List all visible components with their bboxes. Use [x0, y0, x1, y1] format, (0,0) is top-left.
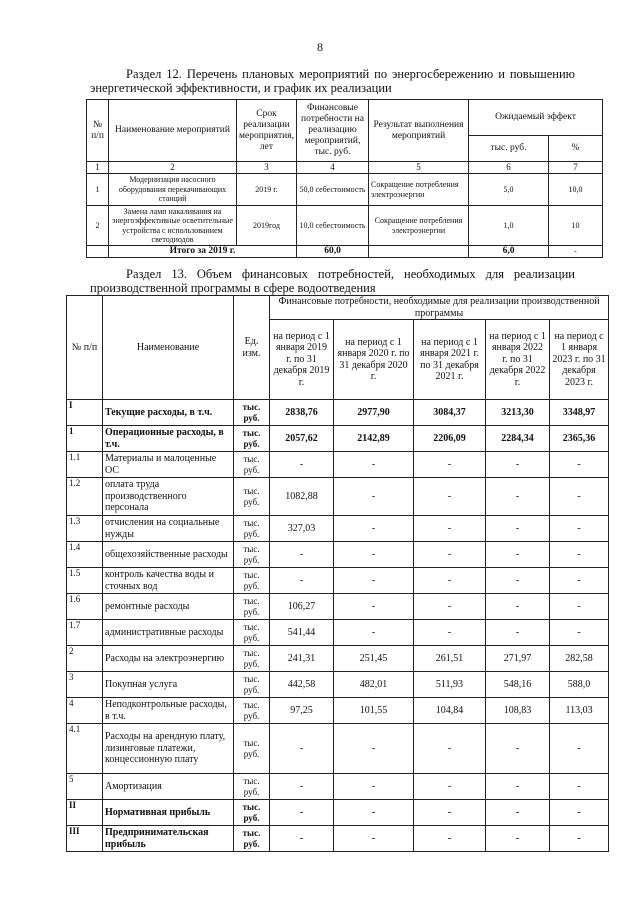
- row-unit: тыс. руб.: [234, 724, 270, 774]
- row-no: 5: [67, 774, 103, 800]
- row-value: -: [270, 542, 334, 568]
- row-effect-rub: 1,0: [469, 206, 549, 246]
- row-value: -: [486, 774, 550, 800]
- row-value: 2284,34: [486, 426, 550, 452]
- row-value: -: [486, 826, 550, 852]
- row-name: административные расходы: [103, 620, 234, 646]
- header-period-2023: на период с 1 января 2023 г. по 31 декабря 2023 г.: [550, 320, 609, 400]
- row-no: 4: [67, 698, 103, 724]
- row-no: 2: [67, 646, 103, 672]
- row-unit: тыс. руб.: [234, 542, 270, 568]
- row-unit: тыс. руб.: [234, 646, 270, 672]
- row-no: 1: [87, 174, 109, 206]
- header-financial-needs: Финансовые потребности, необходимые для реализации производственной программы: [270, 296, 609, 320]
- total-row: [87, 246, 603, 258]
- row-name: Модернизация насосного оборудования перекачивающих станций: [109, 174, 237, 206]
- row-value: -: [486, 452, 550, 478]
- row-unit: тыс. руб.: [234, 516, 270, 542]
- row-no: 2: [87, 206, 109, 246]
- table-row: [67, 724, 609, 774]
- row-finance: 50,0 себестоимость: [297, 174, 369, 206]
- row-unit: тыс. руб.: [234, 594, 270, 620]
- header-effect: Ожидаемый эффект: [469, 100, 603, 136]
- row-name: Неподконтрольные расходы, в т.ч.: [103, 698, 234, 724]
- header-effect-pct: %: [549, 136, 603, 162]
- row-name: ремонтные расходы: [103, 594, 234, 620]
- row-no: 1.4: [67, 542, 103, 568]
- col-number: 3: [237, 162, 297, 174]
- row-name: Операционные расходы, в т.ч.: [103, 426, 234, 452]
- table-row: [67, 800, 609, 826]
- row-no: 1.5: [67, 568, 103, 594]
- row-value: -: [550, 620, 609, 646]
- table-row: [67, 620, 609, 646]
- row-value: -: [550, 800, 609, 826]
- row-name: контроль качества воды и сточных вод: [103, 568, 234, 594]
- row-value: 104,84: [414, 698, 486, 724]
- header-unit: Ед. изм.: [234, 296, 270, 400]
- row-value: -: [334, 594, 414, 620]
- row-value: -: [334, 516, 414, 542]
- header-no: № п/п: [67, 296, 103, 400]
- row-name: Материалы и малоценные ОС: [103, 452, 234, 478]
- row-unit: тыс. руб.: [234, 400, 270, 426]
- row-value: -: [550, 568, 609, 594]
- row-value: -: [414, 774, 486, 800]
- table-row: [67, 516, 609, 542]
- row-value: 113,03: [550, 698, 609, 724]
- row-value: 271,97: [486, 646, 550, 672]
- row-no: 1.2: [67, 478, 103, 516]
- row-name: Текущие расходы, в т.ч.: [103, 400, 234, 426]
- header-period-2022: на период с 1 января 2022 г. по 31 декабря 2022 г.: [486, 320, 550, 400]
- row-value: 2365,36: [550, 426, 609, 452]
- section-12-title: Раздел 12. Перечень плановых мероприятий по энергосбережению и повышению энергетической эффективности, и график их реализации: [90, 67, 575, 95]
- header-no: № п/п: [87, 100, 109, 162]
- row-unit: тыс. руб.: [234, 452, 270, 478]
- header-effect-rub: тыс. руб.: [469, 136, 549, 162]
- row-value: -: [550, 774, 609, 800]
- row-value: -: [270, 452, 334, 478]
- header-result: Результат выполнения мероприятий: [369, 100, 469, 162]
- total-effect-pct: -: [549, 246, 603, 258]
- row-value: -: [270, 826, 334, 852]
- row-term: 2019 г.: [237, 174, 297, 206]
- row-no: 1.1: [67, 452, 103, 478]
- row-no: 1.6: [67, 594, 103, 620]
- row-name: Покупная услуга: [103, 672, 234, 698]
- table-row: [87, 174, 603, 206]
- row-value: -: [486, 620, 550, 646]
- row-value: -: [334, 568, 414, 594]
- row-value: 588,0: [550, 672, 609, 698]
- row-value: 241,31: [270, 646, 334, 672]
- row-value: 482,01: [334, 672, 414, 698]
- row-value: -: [414, 542, 486, 568]
- row-value: -: [270, 724, 334, 774]
- row-value: -: [414, 568, 486, 594]
- row-value: 282,58: [550, 646, 609, 672]
- row-value: -: [334, 724, 414, 774]
- row-value: -: [270, 568, 334, 594]
- row-value: -: [414, 724, 486, 774]
- row-value: 251,45: [334, 646, 414, 672]
- row-value: -: [486, 724, 550, 774]
- row-unit: тыс. руб.: [234, 774, 270, 800]
- col-number: 4: [297, 162, 369, 174]
- row-value: -: [550, 826, 609, 852]
- row-value: 97,25: [270, 698, 334, 724]
- row-value: -: [550, 724, 609, 774]
- row-name: отчисления на социальные нужды: [103, 516, 234, 542]
- row-value: -: [550, 542, 609, 568]
- header-period-2019: на период с 1 января 2019 г. по 31 декабря 2019 г.: [270, 320, 334, 400]
- table-row: [67, 672, 609, 698]
- row-value: 3213,30: [486, 400, 550, 426]
- row-value: -: [334, 774, 414, 800]
- row-no: 1.7: [67, 620, 103, 646]
- row-unit: тыс. руб.: [234, 620, 270, 646]
- row-value: 442,58: [270, 672, 334, 698]
- row-result: Сокращение потребления электроэнергии: [369, 206, 469, 246]
- row-result: Сокращение потребления электроэнергии: [369, 174, 469, 206]
- table-row: [87, 206, 603, 246]
- row-value: 511,93: [414, 672, 486, 698]
- col-number: 2: [109, 162, 237, 174]
- row-finance: 10,0 себестоимость: [297, 206, 369, 246]
- table-row: [67, 646, 609, 672]
- row-value: -: [550, 478, 609, 516]
- total-finance: 60,0: [297, 246, 369, 258]
- row-unit: тыс. руб.: [234, 800, 270, 826]
- row-value: 2142,89: [334, 426, 414, 452]
- row-unit: тыс. руб.: [234, 478, 270, 516]
- table-row: [67, 594, 609, 620]
- table-row: [67, 542, 609, 568]
- row-effect-pct: 10: [549, 206, 603, 246]
- row-value: -: [414, 516, 486, 542]
- row-name: оплата труда производственного персонала: [103, 478, 234, 516]
- total-effect-rub: 6,0: [469, 246, 549, 258]
- row-unit: тыс. руб.: [234, 672, 270, 698]
- row-unit: тыс. руб.: [234, 826, 270, 852]
- row-value: -: [334, 452, 414, 478]
- col-number: 1: [87, 162, 109, 174]
- row-value: -: [486, 594, 550, 620]
- page-number: 8: [317, 40, 323, 54]
- col-number: 5: [369, 162, 469, 174]
- financial-needs-table: [66, 295, 609, 852]
- table-row: [67, 426, 609, 452]
- row-value: -: [550, 452, 609, 478]
- row-unit: тыс. руб.: [234, 426, 270, 452]
- row-value: -: [414, 594, 486, 620]
- row-value: 106,27: [270, 594, 334, 620]
- col-number: 7: [549, 162, 603, 174]
- row-value: -: [550, 594, 609, 620]
- row-value: -: [334, 478, 414, 516]
- row-value: -: [414, 478, 486, 516]
- row-no: 4.1: [67, 724, 103, 774]
- table-row: [67, 568, 609, 594]
- table-row: [67, 478, 609, 516]
- row-name: Расходы на электроэнергию: [103, 646, 234, 672]
- row-value: 3084,37: [414, 400, 486, 426]
- row-value: -: [486, 478, 550, 516]
- row-value: -: [486, 542, 550, 568]
- row-name: Нормативная прибыль: [103, 800, 234, 826]
- row-value: -: [414, 826, 486, 852]
- section-13-title: Раздел 13. Объем финансовых потребностей, необходимых для реализации производственной программы в сфере водоотведения: [90, 267, 575, 295]
- table-row: [67, 452, 609, 478]
- row-value: -: [334, 542, 414, 568]
- col-number: 6: [469, 162, 549, 174]
- row-name: Замена ламп накаливания на энергоэффективные осветительные устройства с использованием светодиодов: [109, 206, 237, 246]
- header-name: Наименование: [103, 296, 234, 400]
- row-value: -: [334, 826, 414, 852]
- row-unit: тыс. руб.: [234, 698, 270, 724]
- row-value: 1082,88: [270, 478, 334, 516]
- row-value: 261,51: [414, 646, 486, 672]
- row-value: -: [334, 800, 414, 826]
- row-value: 3348,97: [550, 400, 609, 426]
- row-value: -: [334, 620, 414, 646]
- row-no: 3: [67, 672, 103, 698]
- row-name: Расходы на арендную плату, лизинговые платежи, концессионную плату: [103, 724, 234, 774]
- row-value: -: [414, 800, 486, 826]
- row-no: III: [67, 826, 103, 852]
- row-name: Амортизация: [103, 774, 234, 800]
- row-value: 327,03: [270, 516, 334, 542]
- row-value: -: [486, 568, 550, 594]
- header-finance: Финансовые потребности на реализацию мероприятий, тыс. руб.: [297, 100, 369, 162]
- header-measure-name: Наименование мероприятий: [109, 100, 237, 162]
- row-value: 101,55: [334, 698, 414, 724]
- row-no: 1: [67, 426, 103, 452]
- table-row: [67, 698, 609, 724]
- total-label: Итого за 2019 г.: [109, 246, 297, 258]
- row-value: -: [414, 452, 486, 478]
- row-effect-rub: 5,0: [469, 174, 549, 206]
- row-value: -: [414, 620, 486, 646]
- row-value: -: [486, 516, 550, 542]
- row-value: 2977,90: [334, 400, 414, 426]
- row-effect-pct: 10,0: [549, 174, 603, 206]
- row-value: 541,44: [270, 620, 334, 646]
- row-value: 2057,62: [270, 426, 334, 452]
- table-row: [67, 774, 609, 800]
- row-value: 2838,76: [270, 400, 334, 426]
- row-name: Предпринимательская прибыль: [103, 826, 234, 852]
- row-value: 2206,09: [414, 426, 486, 452]
- row-no: 1.3: [67, 516, 103, 542]
- row-name: общехозяйственные расходы: [103, 542, 234, 568]
- row-value: 108,83: [486, 698, 550, 724]
- row-no: I: [67, 400, 103, 426]
- row-value: -: [486, 800, 550, 826]
- table-row: [67, 400, 609, 426]
- row-no: II: [67, 800, 103, 826]
- row-term: 2019год: [237, 206, 297, 246]
- energy-measures-table: [86, 99, 603, 258]
- header-term: Срок реализации мероприятия, лет: [237, 100, 297, 162]
- row-value: -: [550, 516, 609, 542]
- row-value: -: [270, 800, 334, 826]
- header-period-2021: на период с 1 января 2021 г. по 31 декабря 2021 г.: [414, 320, 486, 400]
- row-value: 548,16: [486, 672, 550, 698]
- header-period-2020: на период с 1 января 2020 г. по 31 декабря 2020 г.: [334, 320, 414, 400]
- row-unit: тыс. руб.: [234, 568, 270, 594]
- table-row: [67, 826, 609, 852]
- row-value: -: [270, 774, 334, 800]
